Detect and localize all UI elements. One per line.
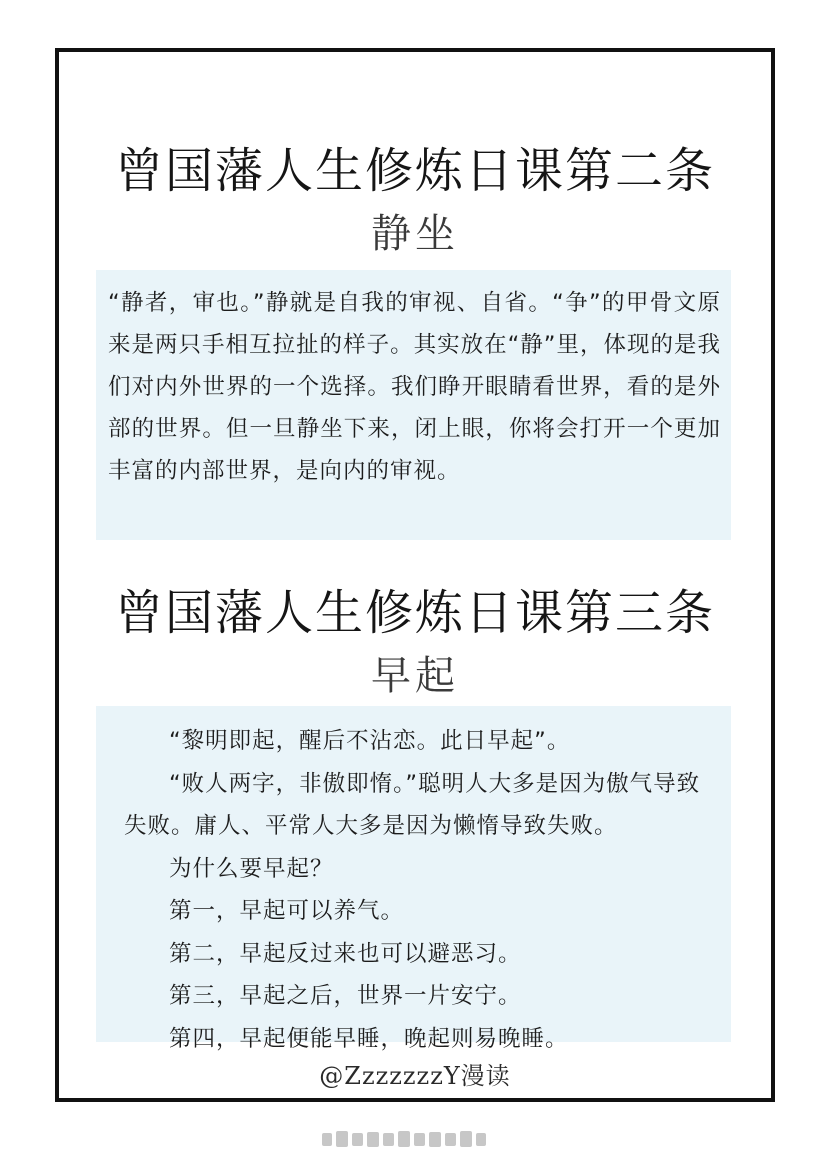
author-signature: @ZzzzzzzY漫读 xyxy=(319,1062,511,1090)
section-2-text-panel xyxy=(96,706,731,1052)
section-2-title: 曾国藩人生修炼日课第三条 xyxy=(114,585,715,641)
section-2-paragraph-6: 第三，早起之后，世界一片安宁。 xyxy=(169,983,522,1009)
section-2-paragraph-4: 第一，早起可以养气。 xyxy=(169,898,405,924)
section-2-paragraph-2: “败人两字，非傲即惰。”聪明人大多是因为傲气导致失败。庸人、平常人大多是因为懒惰导致失败。 xyxy=(124,770,701,839)
section-1-subtitle: 静坐 xyxy=(371,211,459,257)
section-2-paragraph-3: 为什么要早起？ xyxy=(169,855,334,882)
section-2-paragraph-5: 第二，早起反过来也可以避恶习。 xyxy=(169,940,522,967)
section-1-title: 曾国藩人生修炼日课第二条 xyxy=(114,143,715,199)
section-1-text-panel xyxy=(96,270,731,540)
section-2-paragraph-1: “黎明即起，醒后不沾恋。此日早起”。 xyxy=(169,728,571,754)
section-2-paragraph-7: 第四，早起便能早睡，晚起则易晚睡。 xyxy=(169,1025,569,1052)
bordered-card xyxy=(55,48,775,1102)
section-1-paragraph: “静者，审也。”静就是自我的审视、自省。“争”的甲骨文原来是两只手相互拉扯的样子。其实放在“静”里，体现的是我们对内外世界的一个选择。我们睁开眼睛看世界，看的是外部的世界。但一旦静坐下来，闭上眼，你将会打开一个更加丰富的内部世界，是向内的审视。 xyxy=(108,290,721,484)
blurred-watermark xyxy=(320,1128,498,1150)
section-2-subtitle: 早起 xyxy=(371,653,459,699)
